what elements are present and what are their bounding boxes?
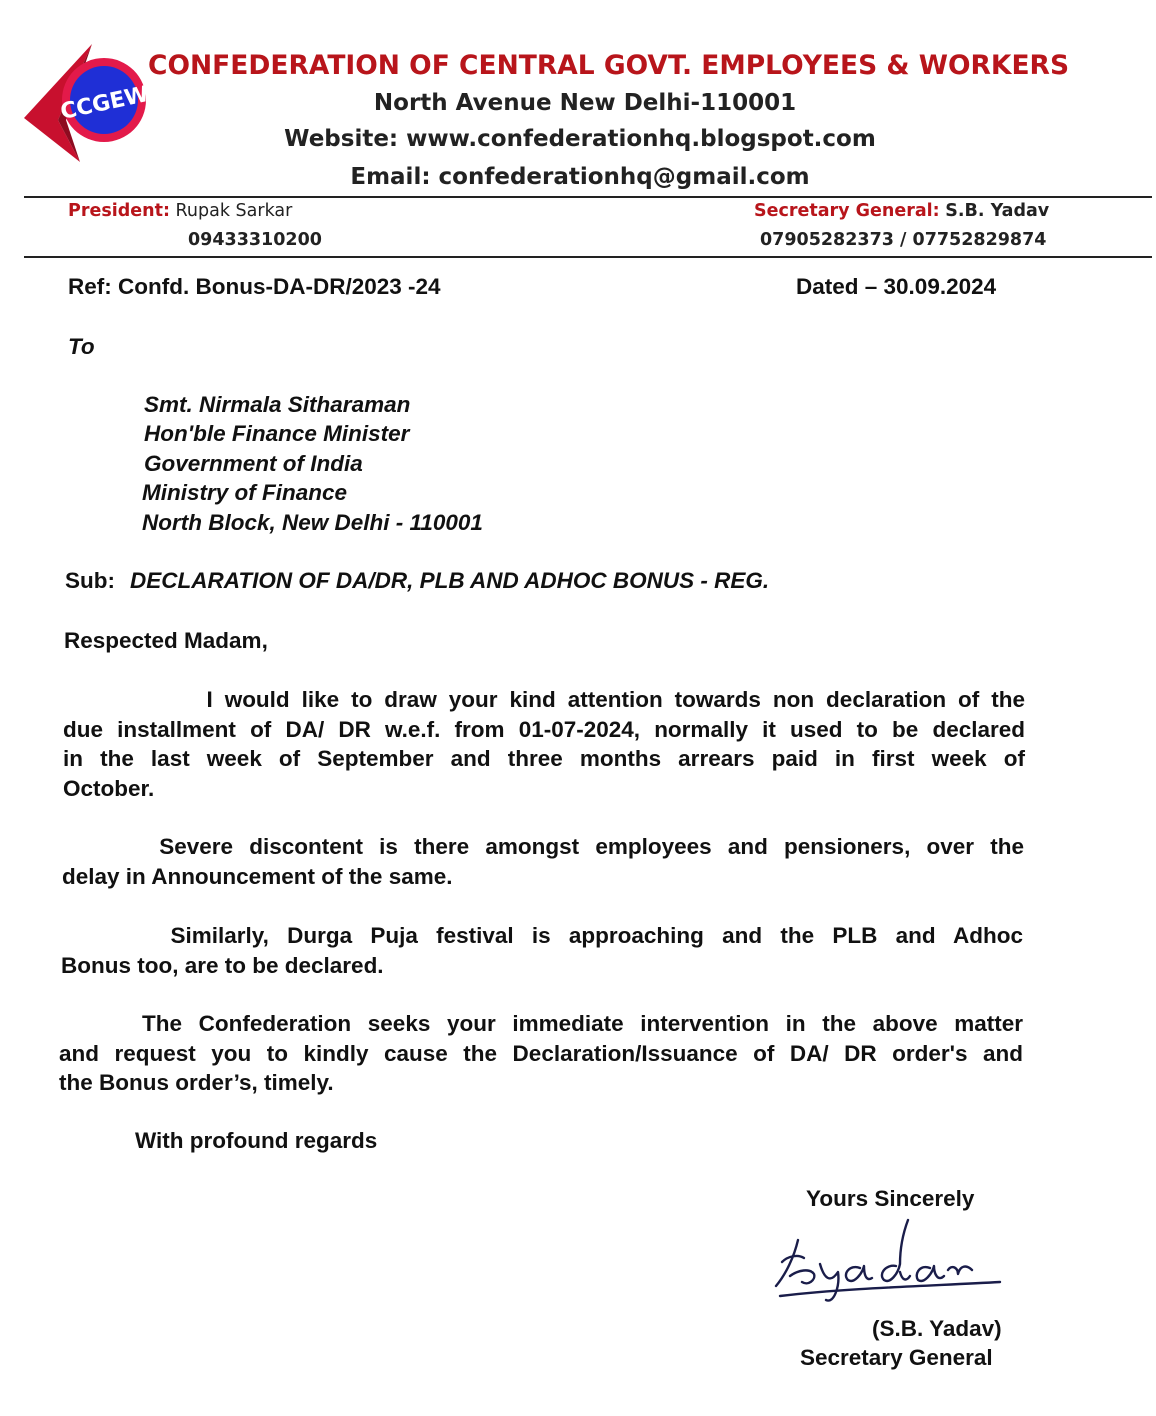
to-label: To (68, 334, 95, 359)
paragraph-line: due installment of DA/ DR w.e.f. from 01-07-2024, normally it used to be declared (63, 716, 1025, 742)
letter-date: Dated – 30.09.2024 (796, 274, 997, 299)
paragraph-line: and request you to kindly cause the Declaration/Issuance of DA/ DR order's and (59, 1040, 1023, 1066)
president-phone: 09433310200 (188, 230, 322, 250)
logo-text: CCGEW (58, 81, 150, 125)
paragraph-line: Bonus too, are to be declared. (61, 952, 384, 978)
body-paragraph (62, 832, 1024, 891)
president-line (68, 201, 292, 221)
body-paragraph (59, 1009, 1023, 1098)
secretary-general-phone: 07905282373 / 07752829874 (760, 230, 1047, 250)
organization-website: Website: www.confederationhq.blogspot.com (284, 126, 876, 152)
secretary-general-role: Secretary General: (754, 201, 940, 221)
reference-number: Ref: Confd. Bonus-DA-DR/2023 -24 (68, 274, 441, 299)
organization-name: CONFEDERATION OF CENTRAL GOVT. EMPLOYEES & WORKERS (148, 50, 1070, 81)
body-paragraph (63, 685, 1025, 803)
recipient-line: Smt. Nirmala Sitharaman (144, 392, 411, 417)
signatory-title: Secretary General (800, 1345, 993, 1370)
president-name: Rupak Sarkar (175, 201, 293, 221)
signatory-name: (S.B. Yadav) (872, 1316, 1002, 1341)
header-divider-top (24, 196, 1152, 198)
subject-label: Sub: (65, 568, 115, 593)
paragraph-line: Severe discontent is there amongst employees and pensioners, over the (62, 834, 1024, 859)
paragraph-line: I would like to draw your kind attention towards non declaration of the (63, 687, 1025, 712)
paragraph-line: October. (63, 775, 155, 801)
regards: With profound regards (135, 1128, 378, 1153)
president-role: President: (68, 201, 170, 221)
recipient-line: Ministry of Finance (142, 480, 348, 505)
paragraph-line: The Confederation seeks your immediate intervention in the above matter (59, 1011, 1023, 1036)
recipient-line: Hon'ble Finance Minister (144, 421, 410, 446)
paragraph-line: Similarly, Durga Puja festival is approaching and the PLB and Adhoc (61, 923, 1023, 948)
recipient-line: North Block, New Delhi - 110001 (142, 510, 483, 535)
recipient-line: Government of India (144, 451, 363, 476)
secretary-general-name: S.B. Yadav (945, 201, 1050, 221)
salutation: Respected Madam, (64, 628, 268, 653)
header-divider-bottom (24, 256, 1152, 258)
paragraph-line: the Bonus order’s, timely. (59, 1070, 334, 1095)
secretary-general-line (754, 201, 1049, 221)
paragraph-line: in the last week of September and three months arrears paid in first week of (63, 746, 1025, 771)
subject-text: DECLARATION OF DA/DR, PLB AND ADHOC BONUS - REG. (130, 568, 770, 593)
organization-email: Email: confederationhq@gmail.com (350, 164, 810, 190)
handwritten-signature (768, 1212, 1008, 1308)
closing: Yours Sincerely (806, 1186, 975, 1211)
paragraph-line: delay in Announcement of the same. (62, 863, 453, 889)
body-paragraph (61, 921, 1023, 980)
organization-address: North Avenue New Delhi-110001 (373, 90, 797, 116)
